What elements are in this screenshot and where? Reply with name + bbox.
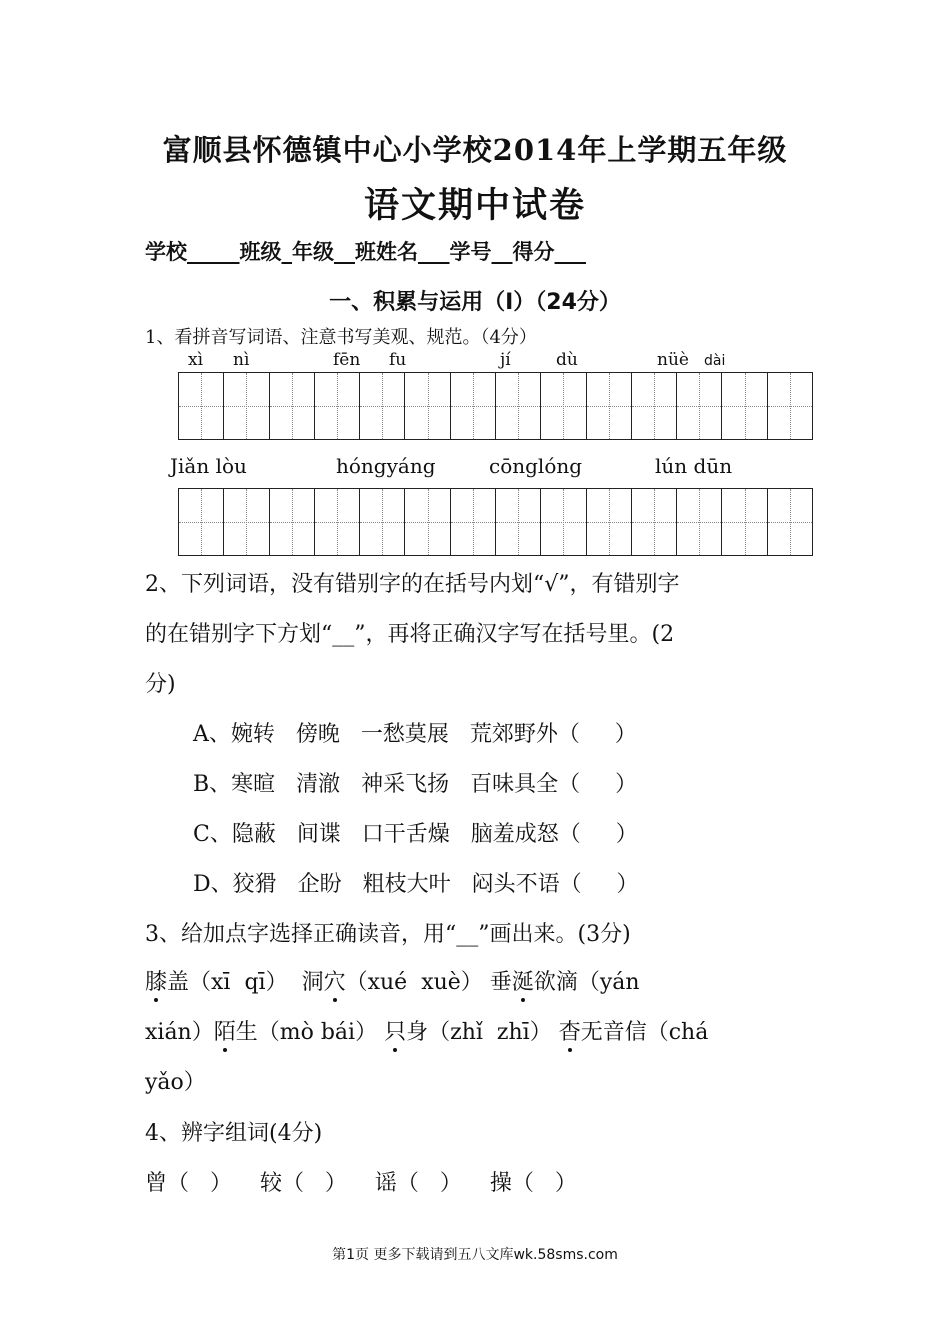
pinyin-label: cōnglóng (489, 454, 583, 478)
q3-line1: 膝盖（xī qī） 洞穴（xué xuè） 垂涎欲滴（yán (145, 970, 640, 995)
pinyin-label: nì (233, 350, 250, 370)
dotted-char: 膝 (145, 970, 168, 995)
exam-title-line2: 语文期中试卷 (363, 185, 586, 226)
page-footer: 第1页 更多下载请到五八文库wk.58sms.com (332, 1247, 618, 1263)
q2-option-d: D、狡猾 企盼 粗枝大叶 闷头不语（ ） (193, 872, 639, 897)
dotted-char: 杳 (558, 1020, 581, 1045)
writing-grid-row2[interactable] (178, 488, 813, 556)
dotted-char: 只 (384, 1020, 407, 1045)
pinyin-label: dài (704, 353, 726, 369)
exam-title-line1: 富顺县怀德镇中心小学校2014年上学期五年级 (162, 133, 788, 167)
q2-option-c: C、隐蔽 间谍 口干舌燥 脑羞成怒（ ） (193, 822, 638, 847)
student-info-line: 学校_____班级_年级__班姓名___学号__得分___ (145, 239, 586, 264)
q2-option-b: B、寒暄 清澈 神采飞扬 百味具全（ ） (193, 772, 638, 797)
pinyin-label: xì (188, 350, 204, 370)
pinyin-label: lún dūn (655, 454, 733, 478)
writing-grid-row1[interactable] (178, 372, 813, 440)
q2-prompt-line2: 的在错别字下方划“__”，再将正确汉字写在括号里。(2 (145, 622, 675, 647)
section-1-heading: 一、积累与运用（Ⅰ）（24分） (329, 290, 621, 315)
q4-prompt: 4、辨字组词(4分) (145, 1121, 323, 1146)
pinyin-label: jí (500, 350, 511, 370)
pinyin-label: fu (389, 350, 407, 370)
dotted-char: 穴 (323, 970, 346, 995)
dotted-char: 陌 (213, 1020, 236, 1045)
pinyin-label: Jiǎn lòu (170, 454, 247, 478)
q2-option-a: A、婉转 傍晚 一愁莫展 荒郊野外（ ） (193, 722, 637, 747)
pinyin-label: hóngyáng (336, 454, 436, 478)
q1-prompt: 1、看拼音写词语、注意书写美观、规范。（4分） (145, 327, 537, 348)
dotted-char: 涎 (511, 970, 534, 995)
q3-line3: yǎo） (145, 1070, 206, 1095)
pinyin-label: dù (556, 350, 578, 370)
q2-prompt-line3: 分) (145, 672, 176, 697)
q3-line2: xián）陌生（mò bái） 只身（zhǐ zhī） 杳无音信（chá (145, 1020, 709, 1045)
q4-line: 曾（ ） 较（ ） 谣（ ） 操（ ） (145, 1171, 577, 1196)
pinyin-label: nüè (657, 350, 689, 370)
q2-prompt-line1: 2、下列词语，没有错别字的在括号内划“√”，有错别字 (145, 572, 680, 597)
q3-prompt: 3、给加点字选择正确读音，用“__”画出来。(3分) (145, 922, 631, 947)
pinyin-label: fēn (333, 350, 361, 370)
